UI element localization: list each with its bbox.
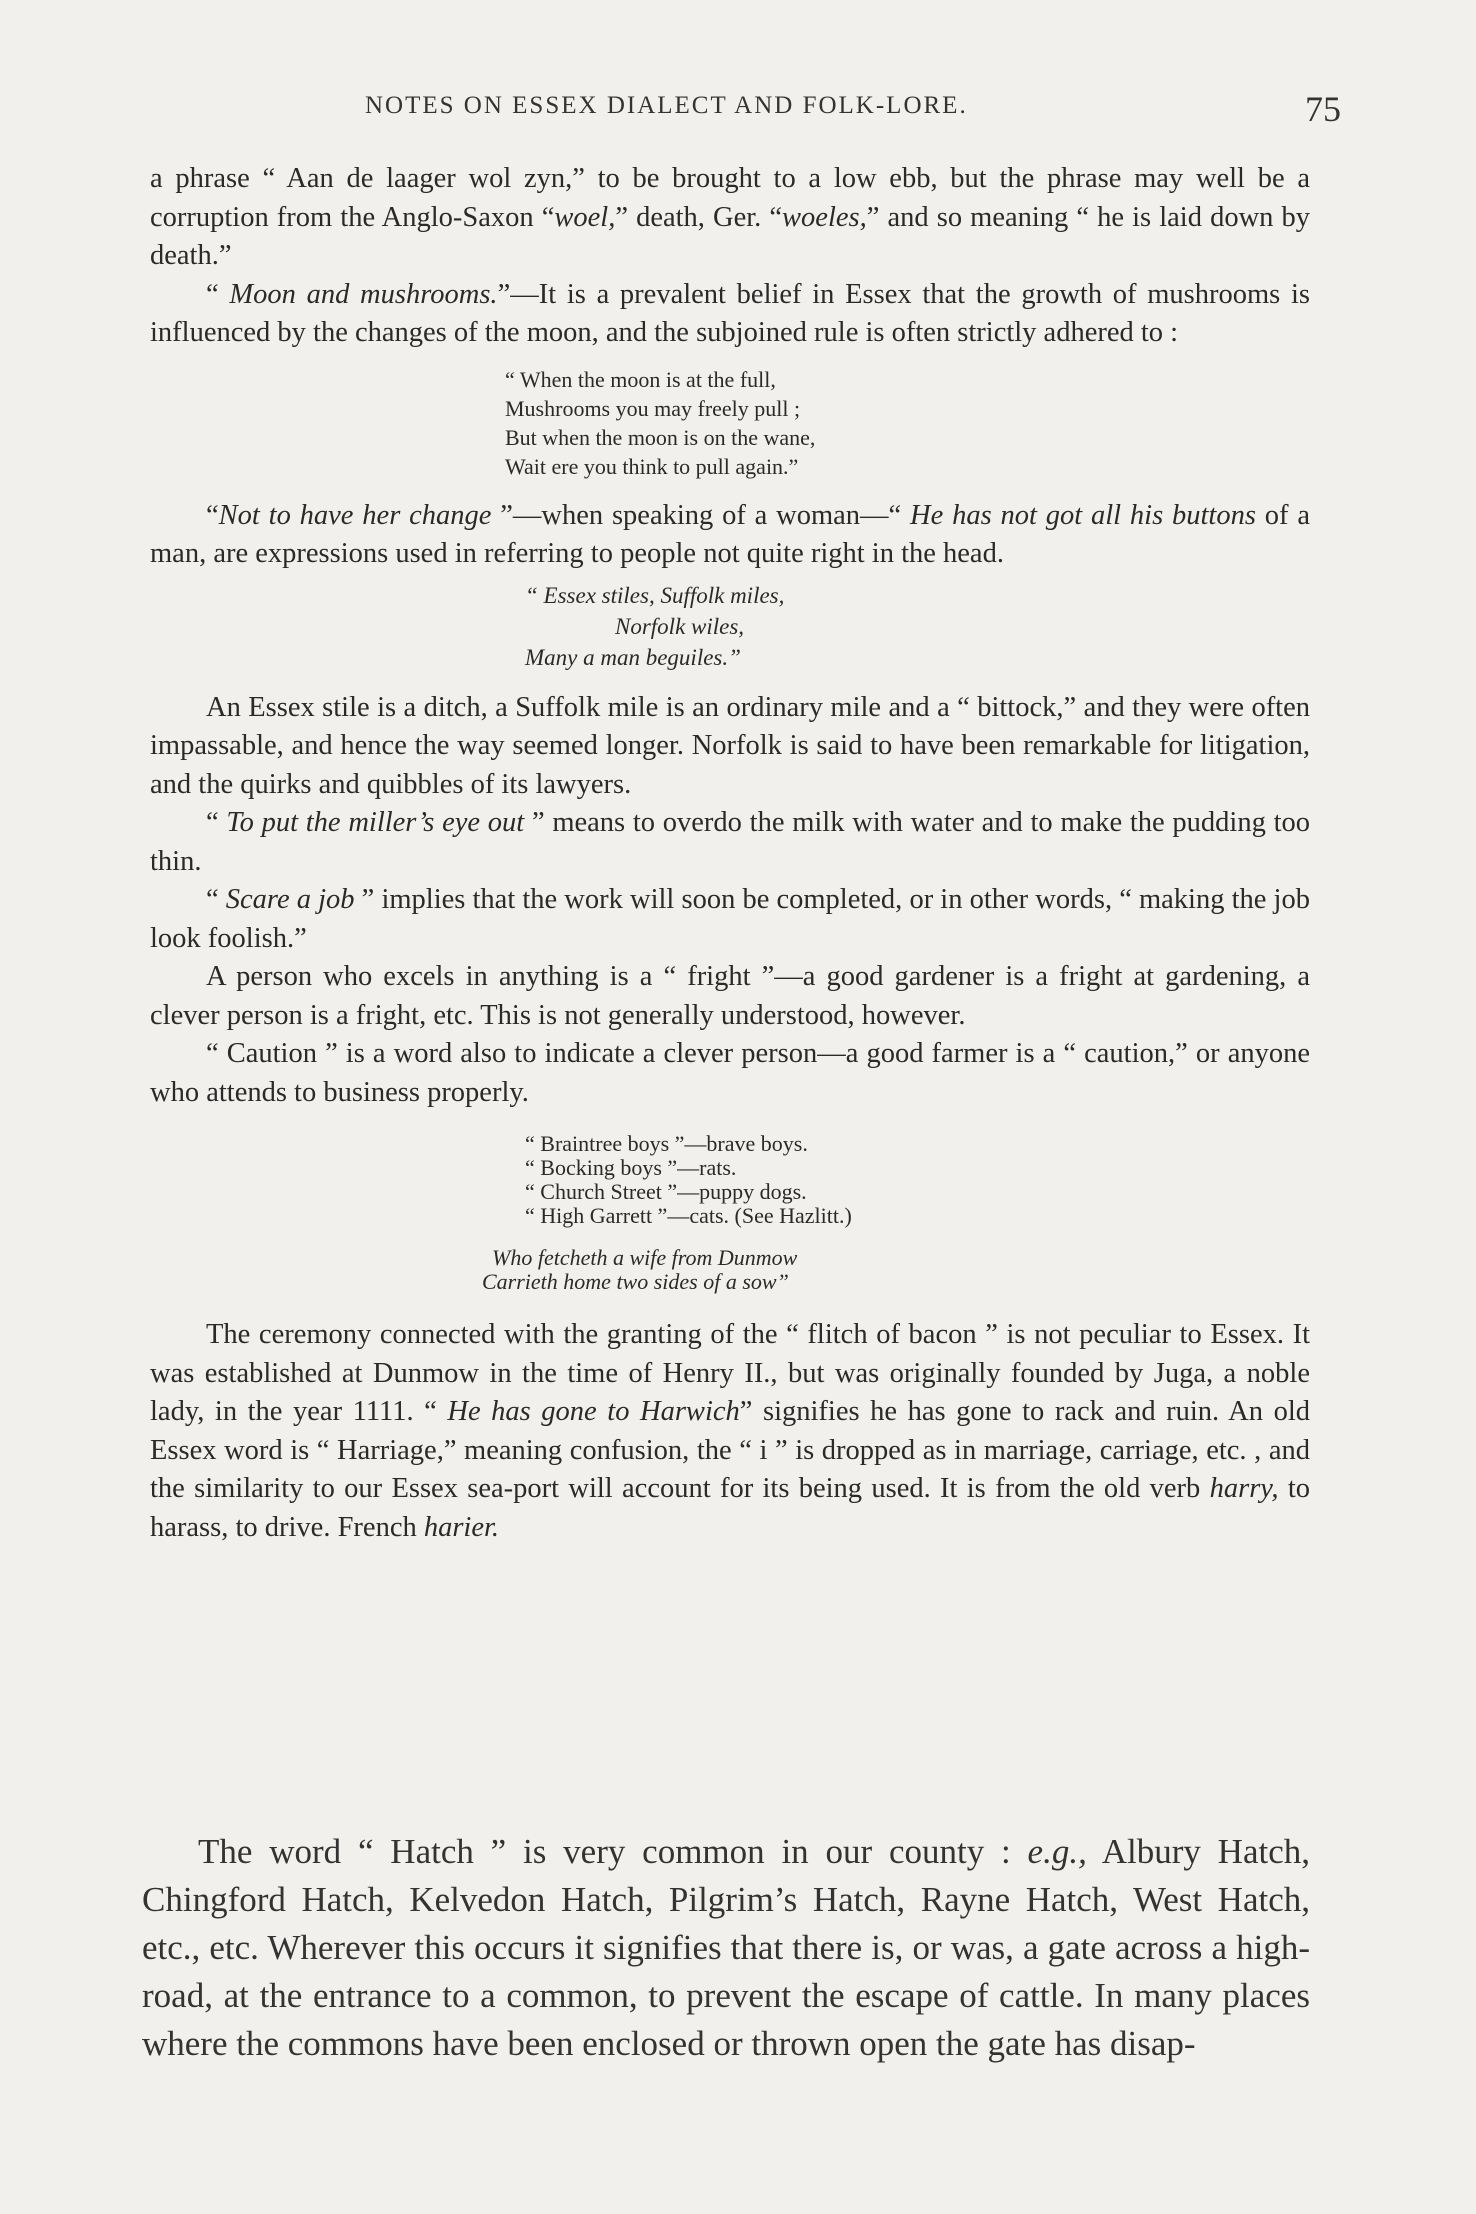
paragraph-hatch: The word “ Hatch ” is very common in our county : e.g., Albury Hatch, Chingford Hatch, Kelvedon Hatch, Pilgrim’s Hatch, Rayne Hatch, West Hatch, etc., etc. Wherever this occurs it signifies that there is, or was, a gate across a high-road, at the entrance to a common, to prevent the escape of cattle. In many places where the commons have been enclosed or thrown open the gate has disap-	[142, 1832, 1310, 2063]
running-title: NOTES ON ESSEX DIALECT AND FOLK-LORE.	[365, 92, 968, 119]
paragraph-flitch-of-bacon: The ceremony connected with the granting of the “ flitch of bacon ” is not peculiar to Essex. It was established at Dunmow in the time of Henry II., but was originally founded by Juga, a noble lady, in the year 1111. “ He has gone to Harwich” signifies he has gone to rack and ruin. An old Essex word is “ Harriage,” meaning confusion, the “ i ” is dropped as in marriage, carriage, etc. , and the similarity to our Essex sea-port will account for its being used. It is from the old verb harry, to harass, to drive. French harier.	[150, 1319, 1310, 1543]
verse-line: “ When the moon is at the full,	[505, 366, 776, 392]
paragraph-laager: a phrase “ Aan de laager wol zyn,” to be brought to a low ebb, but the phrase may well be a corruption from the Anglo-Saxon “woel,” death, Ger. “woeles,” and so meaning “ he is laid down by death.”	[150, 163, 1310, 271]
verse-line: “ Church Street ”—puppy dogs.	[525, 1179, 807, 1204]
verse-dunmow	[482, 1246, 1310, 1294]
verse-line: Mushrooms you may freely pull ;	[505, 395, 801, 421]
paragraph-fright: A person who excels in anything is a “ fright ”—a good gardener is a fright at gardening, a clever person is a fright, etc. This is not generally understood, however.	[150, 961, 1310, 1031]
paragraph-essex-stile: An Essex stile is a ditch, a Suffolk mile is an ordinary mile and a “ bittock,” and they were often impassable, and hence the way seemed longer. Norfolk is said to have been remarkable for litigation, and the quirks and quibbles of its lawyers.	[150, 691, 1310, 800]
verse-moon	[505, 365, 1310, 481]
verse-line: “ Bocking boys ”—rats.	[525, 1155, 737, 1180]
page-body	[150, 160, 1310, 1547]
paragraph-scare-a-job: “ Scare a job ” implies that the work will soon be completed, or in other words, “ making the job look foolish.”	[150, 884, 1310, 954]
verse-line: But when the moon is on the wane,	[505, 424, 816, 450]
page-header	[0, 88, 1476, 138]
paragraph-caution: “ Caution ” is a word also to indicate a clever person—a good farmer is a “ caution,” or anyone who attends to business properly.	[150, 1038, 1310, 1108]
verse-essex-stiles	[525, 580, 1310, 673]
verse-line: Carrieth home two sides of a sow”	[482, 1269, 789, 1294]
verse-braintree	[525, 1132, 1310, 1228]
verse-line: Many a man beguiles.”	[525, 644, 741, 670]
verse-line: Who fetcheth a wife from Dunmow	[492, 1245, 798, 1270]
verse-line: “ High Garrett ”—cats. (See Hazlitt.)	[525, 1203, 852, 1228]
verse-line: “ Essex stiles, Suffolk miles,	[525, 582, 785, 608]
verse-line: Wait ere you think to pull again.”	[505, 453, 799, 479]
paragraph-millers-eye: “ To put the miller’s eye out ” means to overdo the milk with water and to make the pudding too thin.	[150, 807, 1310, 877]
paragraph-moon-mushrooms: “ Moon and mushrooms.”—It is a prevalent belief in Essex that the growth of mushrooms is influenced by the changes of the moon, and the subjoined rule is often strictly adhered to :	[150, 278, 1310, 348]
verse-line: “ Braintree boys ”—brave boys.	[525, 1131, 808, 1156]
page-number: 75	[1305, 89, 1341, 129]
paragraph-not-quite-right: “Not to have her change ”—when speaking of a woman—“ He has not got all his buttons of a man, are expressions used in referring to people not quite right in the head.	[150, 499, 1311, 569]
verse-line: Norfolk wiles,	[615, 613, 745, 639]
